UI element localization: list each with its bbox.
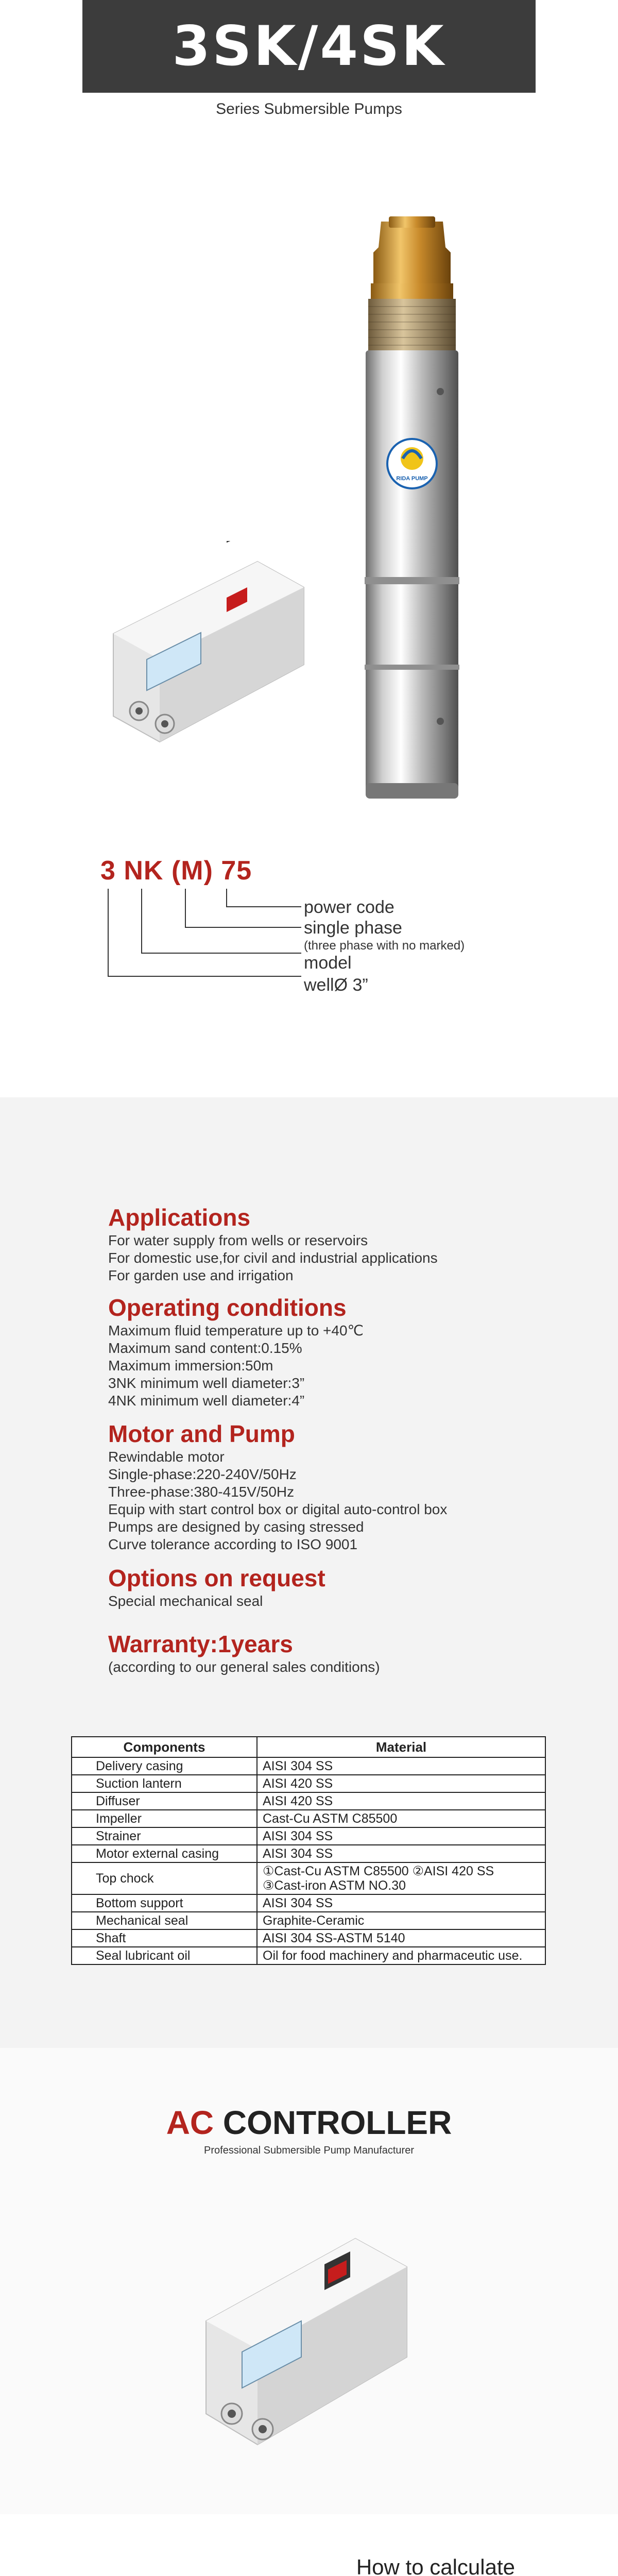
spec-warranty	[108, 1630, 380, 1676]
head-calculation-section	[0, 2514, 618, 2576]
cell-component: Top chock	[72, 1862, 257, 1894]
spec-heading: Options on request	[108, 1565, 325, 1591]
spec-line: (according to our general sales conditions)	[108, 1659, 380, 1675]
pump-logo-text: RIDA PUMP	[396, 476, 428, 482]
spec-heading: Operating conditions	[108, 1294, 347, 1321]
cell-material: Oil for food machinery and pharmaceutic use.	[257, 1947, 545, 1964]
legend-single-phase: single phase	[304, 918, 402, 938]
spec-line: Rewindable motor	[108, 1449, 225, 1465]
table-header-row	[72, 1737, 545, 1757]
cell-component: Motor external casing	[72, 1845, 257, 1862]
column-header-components: Components	[72, 1737, 257, 1757]
cell-component: Impeller	[72, 1810, 257, 1827]
cell-material: AISI 304 SS	[257, 1827, 545, 1845]
table-row	[72, 1862, 545, 1894]
table-row	[72, 1792, 545, 1810]
spec-heading: Applications	[108, 1204, 251, 1231]
ac-controller-image	[185, 2202, 422, 2470]
cell-material: Cast-Cu ASTM C85500	[257, 1810, 545, 1827]
legend-model: model	[304, 953, 352, 973]
ac-controller-title: AC CONTROLLER	[166, 2104, 452, 2141]
materials-table	[71, 1736, 546, 1965]
table-row	[72, 1827, 545, 1845]
cell-component: Bottom support	[72, 1894, 257, 1912]
spec-operating-conditions	[108, 1293, 364, 1410]
column-header-material: Material	[257, 1737, 545, 1757]
cell-component: Suction lantern	[72, 1775, 257, 1792]
cell-material: AISI 304 SS	[257, 1757, 545, 1775]
spec-line: Curve tolerance according to ISO 9001	[108, 1536, 358, 1552]
table-row	[72, 1912, 545, 1929]
spec-line: Three-phase:380-415V/50Hz	[108, 1484, 295, 1500]
spec-heading: Motor and Pump	[108, 1420, 295, 1447]
spec-options	[108, 1564, 325, 1610]
spec-line: 3NK minimum well diameter:3”	[108, 1375, 305, 1391]
product-title: 3SK/4SK	[82, 0, 536, 93]
cell-component: Diffuser	[72, 1792, 257, 1810]
spec-line: Maximum immersion:50m	[108, 1358, 273, 1374]
product-hero-section	[0, 0, 618, 1097]
table-row	[72, 1775, 545, 1792]
head-calc-title: How to calculate	[356, 2555, 515, 2576]
cell-material: AISI 420 SS	[257, 1775, 545, 1792]
cell-material: AISI 304 SS	[257, 1845, 545, 1862]
spec-line: For domestic use,for civil and industrial applications	[108, 1250, 438, 1266]
table-row	[72, 1810, 545, 1827]
spec-motor-pump	[108, 1419, 447, 1553]
spec-line: 4NK minimum well diameter:4”	[108, 1393, 305, 1409]
legend-power-code: power code	[304, 897, 394, 917]
table-row	[72, 1894, 545, 1912]
cell-material: AISI 304 SS-ASTM 5140	[257, 1929, 545, 1947]
control-box-image	[98, 541, 314, 757]
cell-component: Shaft	[72, 1929, 257, 1947]
table-row	[72, 1845, 545, 1862]
spec-line: For water supply from wells or reservoirs	[108, 1232, 368, 1248]
model-code: 3 NK (M) 75	[100, 856, 252, 886]
model-code-legend	[100, 855, 564, 1025]
legend-leader-lines	[100, 886, 306, 1015]
spec-line: For garden use and irrigation	[108, 1267, 294, 1283]
spec-line: Maximum fluid temperature up to +40℃	[108, 1323, 364, 1338]
table-row	[72, 1757, 545, 1775]
ac-controller-subtitle: Professional Submersible Pump Manufacturer	[204, 2145, 414, 2156]
cell-material: AISI 304 SS	[257, 1894, 545, 1912]
cell-component: Strainer	[72, 1827, 257, 1845]
spec-line: Maximum sand content:0.15%	[108, 1340, 302, 1356]
spec-line: Single-phase:220-240V/50Hz	[108, 1466, 297, 1482]
legend-phase-note: (three phase with no marked)	[304, 939, 465, 953]
table-row	[72, 1929, 545, 1947]
spec-applications	[108, 1203, 438, 1284]
legend-well-diameter: wellØ 3”	[304, 975, 368, 995]
cell-material: ①Cast-Cu ASTM C85500 ②AISI 420 SS ③Cast-iron ASTM NO.30	[257, 1862, 545, 1894]
spec-line: Equip with start control box or digital auto-control box	[108, 1501, 448, 1517]
spec-heading: Warranty:1years	[108, 1631, 293, 1657]
ac-controller-section	[0, 2048, 618, 2514]
specifications-section	[0, 1097, 618, 2048]
table-row	[72, 1947, 545, 1964]
cell-component: Seal lubricant oil	[72, 1947, 257, 1964]
product-subtitle: Series Submersible Pumps	[216, 100, 402, 117]
cell-component: Delivery casing	[72, 1757, 257, 1775]
cell-material: Graphite-Ceramic	[257, 1912, 545, 1929]
cell-component: Mechanical seal	[72, 1912, 257, 1929]
spec-line: Special mechanical seal	[108, 1593, 263, 1609]
spec-line: Pumps are designed by casing stressed	[108, 1519, 364, 1535]
submersible-pump-image	[340, 216, 484, 804]
cell-material: AISI 420 SS	[257, 1792, 545, 1810]
